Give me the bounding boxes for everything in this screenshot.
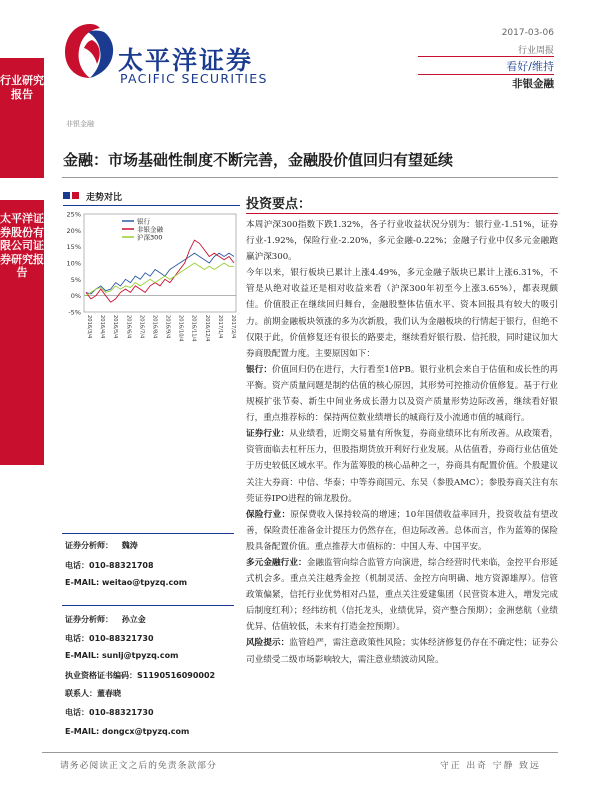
contact-label: 联系人： — [65, 688, 97, 698]
contact-email-line — [65, 727, 189, 736]
invest-rule — [246, 213, 558, 214]
chart-x-tick-label: 2016/6/4 — [125, 315, 132, 339]
analyst-rule-1 — [62, 533, 234, 534]
analyst-rule-2 — [62, 605, 234, 606]
analyst-2-cert-label: 执业资格证书编码： — [65, 670, 137, 680]
analyst-1-role: 证券分析师： — [65, 540, 113, 550]
rating-label: 看好/维持 — [506, 60, 554, 73]
invest-paragraph — [246, 265, 558, 362]
invest-paragraph-lead: 风险提示： — [246, 638, 290, 649]
invest-paragraph-text: 监管趋严，需注意政策性风险；实体经济修复仍存在不确定性；证券公司业绩受二级市场影响较大，需注意业绩波动风险。 — [246, 638, 558, 665]
analyst-1-phone-label: 电话： — [65, 561, 89, 570]
trend-rule — [63, 205, 240, 206]
invest-paragraph-lead: 多元金融行业： — [246, 557, 307, 568]
chart-y-tick-label: 20% — [66, 226, 81, 235]
page-title: 金融：市场基础性制度不断完善，金融股价值回归有望延续 — [63, 151, 454, 169]
chart-y-tick-label: -5% — [68, 308, 81, 317]
trend-bullet-icon — [63, 192, 70, 199]
header-rule-1 — [418, 56, 554, 57]
analyst-1-phone: 010-88321708 — [89, 561, 154, 570]
footer-rule — [42, 752, 558, 753]
invest-paragraph — [246, 426, 558, 506]
logo-cn-text: 太平洋证券 — [118, 46, 254, 75]
invest-paragraph-text: 金融监管向综合监管方向演进，综合经营时代来临，金控平台形延式机会多。重点关注越秀金控（机制灵活、金控方向明确、地方资源雄厚）。信管政策偏紧，信托行业优势相对凸显，重点关注爱建集团（民营资本进入，增发完成后制度红利）；经纬纺机（信托龙头，业绩优异，资产整合预期）；金洲慈航（业绩优异、估值较低，未来有打造金控预期）。 — [246, 557, 558, 633]
analyst-2-cert-line — [65, 670, 215, 681]
invest-paragraph-text: 从业绩看，近期交易量有所恢复，券商业绩环比有所改善。从政策看，资管面临去杠杆压力，但股指期货放开利好行业发展。从估值看，券商行业估值处于历史较低区域水平。作为蓝筹股的核心品种之一，券商具有配置价值。个股建议关注大券商：中信、华泰；中等券商国元、东吴（参股AMC）；参股券商关注有东莞证券IPO进程的锦龙股份。 — [246, 429, 558, 504]
report-type: 行业周报 — [517, 46, 554, 56]
chart-x-tick-label: 2016/7/4 — [138, 315, 145, 339]
invest-paragraph-lead: 证券行业： — [246, 429, 290, 440]
contact-name-line — [65, 688, 121, 699]
chart-x-tick-label: 2016/3/4 — [86, 315, 92, 339]
chart-y-tick-label: 5% — [70, 275, 81, 284]
analyst-1-email-line — [65, 578, 187, 587]
invest-paragraph-text: 价值回归仍在进行，大行看至1倍PB。银行业机会来自于估值和成长性的再平衡。资产质量问题是制约估值的核心原因，其形势可控推动价值修复。基于行业规模扩张节奏、新生中间业务成长潜力以及资产质量形势边际改善，继续看好银行，重点推荐标的：保持两位数业绩增长的城商行及小流通市值的城商行。 — [246, 364, 558, 424]
analyst-2-role: 证券分析师： — [65, 614, 113, 624]
report-date: 2017-03-06 — [501, 28, 554, 38]
invest-paragraph — [246, 362, 558, 426]
left-sidebar — [0, 0, 45, 792]
analyst-1-email[interactable]: weitao@tpyzq.com — [102, 578, 188, 587]
analyst-2-phone: 010-88321730 — [89, 634, 154, 643]
analyst-1-email-label: E-MAIL: — [65, 578, 100, 587]
chart-legend-label: 非银金融 — [137, 225, 163, 234]
title-rule — [62, 177, 558, 178]
chart-x-tick-label: 2016/5/4 — [112, 315, 119, 339]
contact-phone-line — [65, 707, 154, 718]
invest-paragraph — [246, 217, 558, 265]
sidebar-bottom-text: 太平洋证券股份有限公司证券研究报告 — [0, 212, 44, 280]
chart-legend-label: 银行 — [137, 217, 150, 226]
trend-heading: 走势对比 — [86, 193, 123, 203]
chart-x-tick-label: 2016/4/4 — [99, 315, 106, 339]
contact-email-label: E-MAIL: — [65, 727, 100, 736]
analyst-2-email-label: E-MAIL: — [65, 651, 100, 660]
chart-x-tick-label: 2017/1/4 — [216, 315, 223, 339]
analyst-2-phone-line — [65, 633, 154, 644]
analyst-2-name: 孙立金 — [121, 614, 146, 624]
chart-y-tick-label: 15% — [66, 243, 81, 252]
company-logo-icon — [62, 20, 118, 82]
invest-paragraph-text: 今年以来，银行板块已累计上涨4.49%，多元金融子版块已累计上涨6.31%，不管是从绝对收益还是相对收益来看（沪深300年初至今上涨3.65%），都表现颇佳。价值股正在继续回归舞台，金融股整体估值水平、资本回报具有较大的吸引力。前期金融板块领涨的多为次新股，我们认为金融板块的行情起于银行，但绝不仅限于此，价值修复还有很长的路要走，继续看好银行股、信托股，同时建议加大券商股配置力度。主要原因如下： — [246, 268, 558, 359]
analyst-2-cert: S1190516090002 — [137, 671, 216, 680]
invest-paragraph-text: 本周沪深300指数下跌1.32%，各子行业收益状况分别为：银行业-1.51%，证券行业-1.92%，保险行业-2.20%，多元金融-0.22%；金融子行业中仅多元金融跑赢沪深300。 — [246, 220, 558, 263]
sector-label: 非银金融 — [512, 78, 554, 90]
footer-motto: 守正 出奇 宁静 致远 — [440, 761, 541, 771]
analyst-2-role-line — [65, 614, 146, 625]
analyst-1-role-line — [65, 540, 138, 551]
chart-legend-label: 沪深300 — [137, 233, 163, 242]
logo-en-text: PACIFIC SECURITIES — [120, 71, 268, 86]
header-rule-2 — [418, 74, 554, 75]
invest-paragraph — [246, 635, 558, 667]
trend-chart — [62, 208, 242, 353]
invest-paragraph-lead: 保险行业： — [246, 509, 291, 520]
invest-paragraph-text: 原保费收入保持较高的增速；10年国债收益率回升，投资收益有望改善，保险责任准备金计提压力仍然存在，但边际改善。总体而言，作为蓝筹的保险股具备配置价值。重点推荐大市值标的：中国人寿、中国平安。 — [246, 509, 558, 552]
contact-phone-label: 电话： — [65, 708, 89, 717]
chart-x-tick-label: 2016/12/4 — [203, 315, 210, 342]
invest-heading: 投资要点： — [246, 197, 312, 212]
invest-paragraph — [246, 507, 558, 555]
footer-disclaimer: 请务必阅读正文之后的免责条款部分 — [60, 761, 217, 771]
analyst-1-phone-line — [65, 560, 154, 571]
contact-email[interactable]: dongcx@tpyzq.com — [102, 727, 190, 736]
invest-paragraph-lead: 银行： — [246, 364, 272, 375]
trend-bullet2-icon — [72, 192, 79, 199]
contact-phone: 010-88321730 — [89, 708, 154, 717]
chart-x-tick-label: 2016/8/4 — [151, 315, 158, 339]
analyst-2-phone-label: 电话： — [65, 634, 89, 643]
chart-y-tick-label: 10% — [66, 259, 81, 268]
sidebar-top-text: 行业研究报告 — [0, 74, 44, 101]
analyst-2-email[interactable]: sunlj@tpyzq.com — [102, 651, 179, 660]
chart-x-tick-label: 2016/11/4 — [190, 315, 197, 342]
invest-paragraph — [246, 555, 558, 635]
contact-name: 董春晓 — [97, 688, 121, 698]
chart-x-tick-label: 2016/10/4 — [177, 315, 184, 342]
analyst-2-email-line — [65, 651, 178, 660]
analyst-1-name: 魏涛 — [121, 540, 138, 550]
chart-x-tick-label: 2017/2/4 — [230, 315, 236, 339]
chart-y-tick-label: 0% — [70, 292, 81, 301]
chart-y-tick-label: 25% — [66, 210, 81, 219]
sector-tag: 非银金融 — [66, 120, 94, 128]
invest-body — [246, 217, 558, 668]
chart-x-tick-label: 2016/9/4 — [164, 315, 171, 339]
